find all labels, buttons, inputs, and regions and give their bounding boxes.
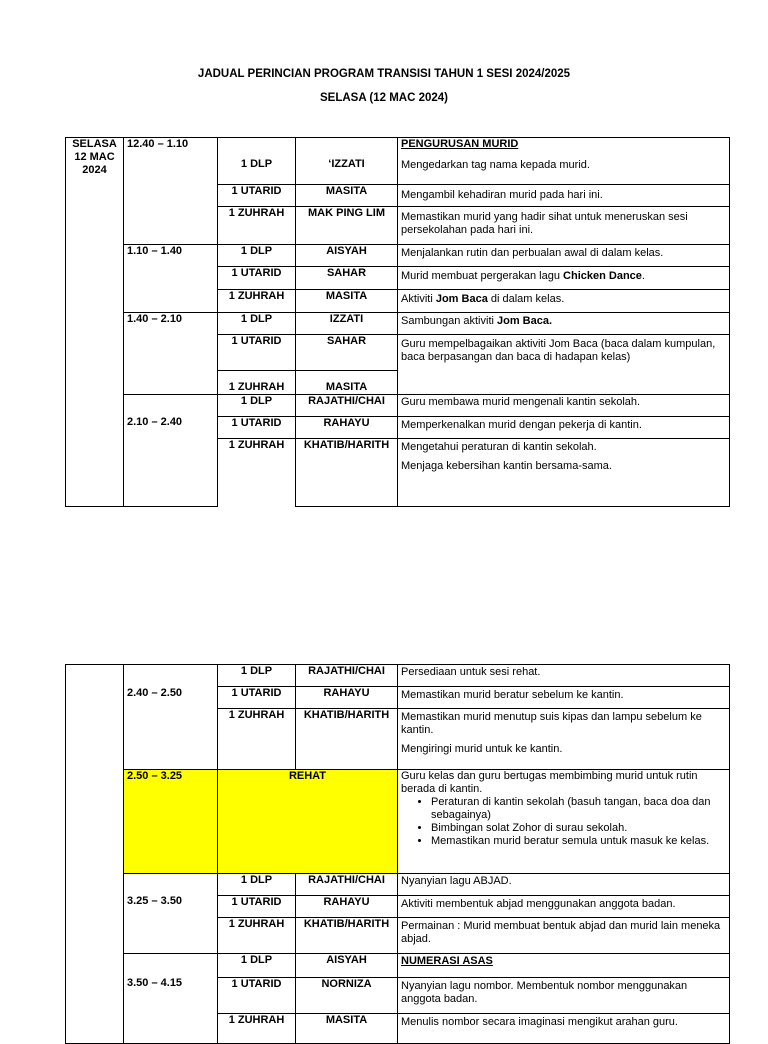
document-title: JADUAL PERINCIAN PROGRAM TRANSISI TAHUN 1 SESI 2024/2025: [197, 68, 571, 80]
activity-cell: Nyanyian lagu nombor. Membentuk nombor menggunakan anggota badan.: [398, 978, 730, 1014]
class-cell: 1 ZUHRAH: [218, 207, 296, 245]
activity-cell: Menjalankan rutin dan perbualan awal di dalam kelas.: [398, 245, 730, 267]
activity-cell: Guru mempelbagaikan aktiviti Jom Baca (baca dalam kumpulan, baca berpasangan dan baca di hadapan kelas): [398, 335, 730, 395]
teacher-cell: KHATIB/HARITH: [296, 918, 398, 954]
activity-cell: Aktiviti Jom Baca di dalam kelas.: [398, 290, 730, 313]
teacher-cell: RAJATHI/CHAI: [296, 665, 398, 687]
rehat-label: REHAT: [218, 770, 398, 874]
teacher-cell: KHATIB/HARITH: [296, 439, 398, 507]
rehat-bullets: [401, 796, 726, 848]
time-slot: 2.40 – 2.50: [124, 665, 218, 770]
class-cell: 1 DLP: [218, 665, 296, 687]
teacher-cell: MASITA: [296, 1014, 398, 1044]
class-cell: 1 UTARID: [218, 417, 296, 439]
teacher-cell: RAHAYU: [296, 417, 398, 439]
class-cell: 1 UTARID: [218, 978, 296, 1014]
list-item: • Peraturan di kantin sekolah (basuh tangan, baca doa dan sebagainya): [431, 796, 726, 822]
section-heading: PENGURUSAN MURID: [401, 138, 519, 150]
document-subtitle: SELASA (12 MAC 2024): [319, 92, 449, 104]
activity-cell: [398, 954, 730, 978]
day-cell: SELASA 12 MAC 2024: [66, 138, 124, 507]
activity-cell: Guru kelas dan guru bertugas membimbing murid untuk rutin berada di kantin. • Peraturan di kantin sekolah (basuh tangan, baca doa dan sebagainya) • Bimbingan solat Zohor di surau sekolah. • Memastikan murid beratur semula untuk masuk ke kelas.: [398, 770, 730, 874]
class-cell: 1 DLP: [218, 138, 296, 185]
time-slot: 3.50 – 4.15: [124, 954, 218, 1044]
teacher-cell: MAK PING LIM: [296, 207, 398, 245]
activity-cell: Memastikan murid yang hadir sihat untuk meneruskan sesi persekolahan pada hari ini.: [398, 207, 730, 245]
activity-cell: Persediaan untuk sesi rehat.: [398, 665, 730, 687]
activity-cell: Aktiviti membentuk abjad menggunakan anggota badan.: [398, 896, 730, 918]
teacher-cell: NORNIZA: [296, 978, 398, 1014]
section-heading: NUMERASI ASAS: [401, 955, 493, 967]
activity-cell: Menulis nombor secara imaginasi mengikut arahan guru.: [398, 1014, 730, 1044]
activity-cell: Memastikan murid menutup suis kipas dan lampu sebelum ke kantin. Mengiringi murid untuk ke kantin.: [398, 709, 730, 770]
time-slot: 1.10 – 1.40: [124, 245, 218, 313]
activity-cell: PENGURUSAN MURID Mengedarkan tag nama kepada murid.: [398, 138, 730, 185]
day-cell: [66, 665, 124, 1044]
teacher-cell: ‘IZZATI: [296, 138, 398, 185]
class-cell: 1 DLP: [218, 874, 296, 896]
activity-cell: Sambungan aktiviti Jom Baca.: [398, 313, 730, 335]
time-slot: 1.40 – 2.10: [124, 313, 218, 395]
teacher-cell: SAHAR: [296, 267, 398, 290]
class-cell: 1 ZUHRAH: [218, 439, 296, 507]
activity-cell: Mengetahui peraturan di kantin sekolah. Menjaga kebersihan kantin bersama-sama.: [398, 439, 730, 507]
teacher-cell: KHATIB/HARITH: [296, 709, 398, 770]
time-slot: 12.40 – 1.10: [124, 138, 218, 245]
class-cell: 1 UTARID: [218, 335, 296, 371]
class-cell: 1 DLP: [218, 954, 296, 978]
activity-cell: Memperkenalkan murid dengan pekerja di kantin.: [398, 417, 730, 439]
class-cell: 1 UTARID: [218, 267, 296, 290]
class-cell: 1 ZUHRAH: [218, 1014, 296, 1044]
class-cell: 1 UTARID: [218, 896, 296, 918]
activity-cell: Permainan : Murid membuat bentuk abjad dan murid lain meneka abjad.: [398, 918, 730, 954]
activity-cell: Nyanyian lagu ABJAD.: [398, 874, 730, 896]
time-slot: 2.10 – 2.40: [124, 395, 218, 507]
activity-cell: Guru membawa murid mengenali kantin sekolah.: [398, 395, 730, 417]
teacher-cell: IZZATI: [296, 313, 398, 335]
teacher-cell: MASITA: [296, 371, 398, 395]
time-slot-rehat: 2.50 – 3.25: [124, 770, 218, 874]
teacher-cell: RAHAYU: [296, 687, 398, 709]
schedule-table-2: [65, 664, 730, 1044]
schedule-table-1: [65, 137, 730, 507]
teacher-cell: SAHAR: [296, 335, 398, 371]
class-cell: 1 DLP: [218, 245, 296, 267]
teacher-cell: MASITA: [296, 290, 398, 313]
activity-cell: Mengambil kehadiran murid pada hari ini.: [398, 185, 730, 207]
class-cell: 1 UTARID: [218, 687, 296, 709]
class-cell: 1 ZUHRAH: [218, 290, 296, 313]
activity-cell: Memastikan murid beratur sebelum ke kantin.: [398, 687, 730, 709]
class-cell: 1 ZUHRAH: [218, 918, 296, 954]
activity-cell: Murid membuat pergerakan lagu Chicken Dance.: [398, 267, 730, 290]
class-cell: 1 ZUHRAH: [218, 709, 296, 770]
teacher-cell: AISYAH: [296, 954, 398, 978]
class-cell: 1 DLP: [218, 395, 296, 417]
class-cell: 1 DLP: [218, 313, 296, 335]
time-slot: 3.25 – 3.50: [124, 874, 218, 954]
list-item: • Bimbingan solat Zohor di surau sekolah.: [431, 822, 726, 835]
class-cell: 1 ZUHRAH: [218, 371, 296, 395]
teacher-cell: RAJATHI/CHAI: [296, 874, 398, 896]
class-cell: 1 UTARID: [218, 185, 296, 207]
teacher-cell: RAHAYU: [296, 896, 398, 918]
list-item: • Memastikan murid beratur semula untuk masuk ke kelas.: [431, 835, 726, 848]
teacher-cell: RAJATHI/CHAI: [296, 395, 398, 417]
teacher-cell: AISYAH: [296, 245, 398, 267]
teacher-cell: MASITA: [296, 185, 398, 207]
